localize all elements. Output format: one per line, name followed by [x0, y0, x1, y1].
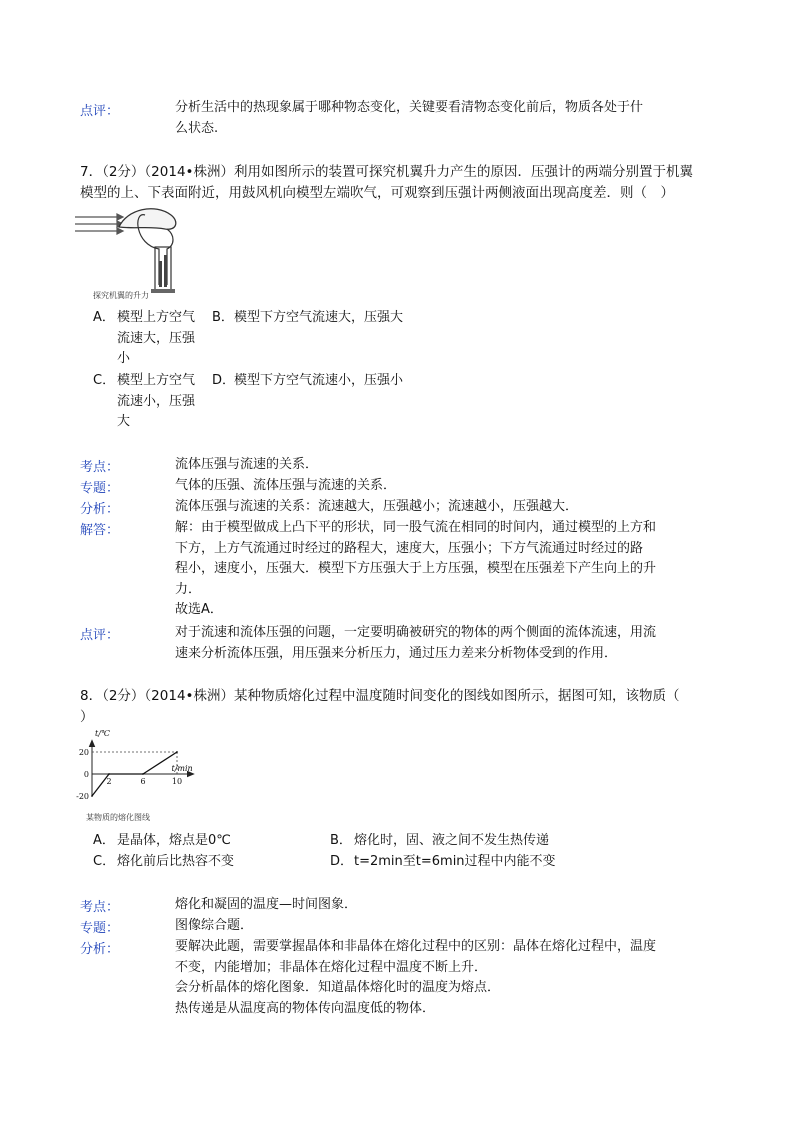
data-point	[142, 773, 144, 775]
q7-zhuanti-label: 专题：	[80, 481, 120, 496]
q7-option-c	[117, 371, 212, 433]
data-point	[176, 751, 178, 753]
q7-option-c-line-2: 流速小，压强	[117, 393, 196, 409]
q8-header-line-2: ）	[80, 709, 94, 725]
data-point	[108, 773, 110, 775]
q7-option-b: 模型下方空气流速大，压强大	[234, 310, 404, 325]
q8-option-b-marker: B．	[330, 833, 352, 848]
y-tick-label: -20	[76, 792, 89, 801]
q7-kaodian-label: 考点：	[80, 460, 120, 475]
q7-option-a-line-2: 流速大，压强	[117, 330, 196, 346]
q7-jieda	[175, 518, 715, 621]
q8-fenxi	[175, 937, 715, 1019]
data-point	[91, 795, 93, 797]
top-comment-text	[175, 98, 715, 139]
x-tick-label: 6	[140, 777, 146, 786]
q7-dianping	[175, 623, 715, 664]
manometer-icon	[155, 247, 171, 291]
q7-dianping-line-2: 速来分析流体压强，用压强来分析压力，通过压力差来分析物体受到的作用．	[175, 645, 618, 661]
q7-header-line-2: 模型的上、下表面附近，用鼓风机向模型左端吹气，可观察到压强计两侧液面出现高度差．则（ ）	[80, 185, 674, 201]
y-tick-label: 0	[83, 770, 89, 779]
q7-jieda-line-2: 下方，上方气流通过时经过的路程大，速度大，压强小；下方气流通过时经过的路	[175, 540, 644, 556]
y-axis-label: t/℃	[95, 729, 110, 738]
q8-zhuanti-label: 专题：	[80, 921, 120, 936]
q7-header	[80, 162, 730, 204]
q8-zhuanti: 图像综合题．	[175, 918, 254, 933]
q7-option-d: 模型下方空气流速小，压强小	[234, 373, 404, 388]
q8-header	[80, 686, 730, 728]
x-tick-label: 2	[106, 777, 112, 786]
q7-option-a-marker: A．	[93, 310, 115, 325]
q8-option-b: 熔化时，固、液之间不发生热传递	[354, 833, 550, 848]
q8-option-a-marker: A．	[93, 833, 115, 848]
q7-option-c-line-1: 模型上方空气	[117, 373, 196, 388]
q7-option-c-marker: C．	[93, 373, 116, 388]
top-comment-line-1: 分析生活中的热现象属于哪种物态变化，关键要看清物态变化前后，物质各处于什	[175, 100, 644, 115]
q7-option-a	[117, 308, 212, 370]
q7-jieda-line-1: 解：由于模型做成上凸下平的形状，同一股气流在相同的时间内，通过模型的上方和	[175, 520, 657, 535]
q8-fenxi-line-1: 要解决此题，需要掌握晶体和非晶体在熔化过程中的区别：晶体在熔化过程中，温度	[175, 939, 657, 954]
q7-fenxi: 流体压强与流速的关系：流速越大，压强越小；流速越小，压强越大．	[175, 499, 579, 514]
top-comment-label: 点评：	[80, 104, 120, 119]
q7-kaodian: 流体压强与流速的关系．	[175, 457, 319, 472]
q8-option-c-marker: C．	[93, 854, 116, 869]
q8-header-line-1: 8．（2分）（2014•株洲）某种物质熔化过程中温度随时间变化的图线如图所示，据图可知，该物质（	[80, 688, 680, 704]
q8-option-c: 熔化前后比热容不变	[117, 854, 235, 869]
q7-wing-figure	[75, 205, 190, 295]
x-tick-label: 10	[171, 777, 183, 786]
q7-jieda-line-5: 故选A．	[175, 602, 223, 617]
chart-labels	[76, 729, 193, 801]
x-axis-label: t/min	[171, 764, 193, 773]
q8-option-d-marker: D．	[330, 854, 354, 869]
q8-fenxi-label: 分析：	[80, 942, 120, 957]
q8-figure-caption: 某物质的熔化图线	[86, 813, 150, 822]
chart-guides	[92, 752, 177, 774]
q7-option-b-marker: B．	[212, 310, 234, 325]
q7-dianping-label: 点评：	[80, 628, 120, 643]
q8-kaodian: 熔化和凝固的温度—时间图象．	[175, 897, 358, 912]
q8-option-a: 是晶体，熔点是0℃	[117, 833, 231, 848]
q7-figure-caption: 探究机翼的升力	[93, 291, 149, 300]
airflow-arrows-icon	[75, 214, 123, 234]
y-tick-label: 20	[78, 748, 89, 757]
q7-zhuanti: 气体的压强、流体压强与流速的关系．	[175, 478, 397, 493]
q7-jieda-line-3: 程小，速度小，压强大．模型下方压强大于上方压强，模型在压强差下产生向上的升	[175, 561, 657, 576]
q7-jieda-label: 解答：	[80, 523, 120, 538]
q8-fenxi-line-2: 不变，内能增加；非晶体在熔化过程中温度不断上升．	[175, 959, 488, 975]
y-axis-arrow	[90, 741, 95, 747]
q7-option-d-marker: D．	[212, 373, 236, 388]
q7-option-c-line-3: 大	[117, 414, 131, 429]
q7-option-a-line-3: 小	[117, 351, 131, 366]
q8-fenxi-line-3: 会分析晶体的熔化图象．知道晶体熔化时的温度为熔点．	[175, 980, 501, 995]
q7-fenxi-label: 分析：	[80, 502, 120, 517]
q7-jieda-line-4: 力．	[175, 581, 202, 597]
q8-option-d: t=2min至t=6min过程中内能不变	[354, 854, 556, 869]
top-comment-line-2: 么状态.	[175, 120, 219, 136]
q7-header-line-1: 7．（2分）（2014•株洲）利用如图所示的装置可探究机翼升力产生的原因．压强计的两端分别置于机翼	[80, 164, 693, 180]
q8-melting-chart	[72, 728, 193, 810]
q8-fenxi-line-4: 热传递是从温度高的物体传向温度低的物体．	[175, 1000, 436, 1016]
wing-model-icon	[119, 209, 176, 230]
q8-kaodian-label: 考点：	[80, 900, 120, 915]
q7-dianping-line-1: 对于流速和流体压强的问题，一定要明确被研究的物体的两个侧面的流体流速，用流	[175, 625, 657, 640]
q7-option-a-line-1: 模型上方空气	[117, 310, 196, 325]
